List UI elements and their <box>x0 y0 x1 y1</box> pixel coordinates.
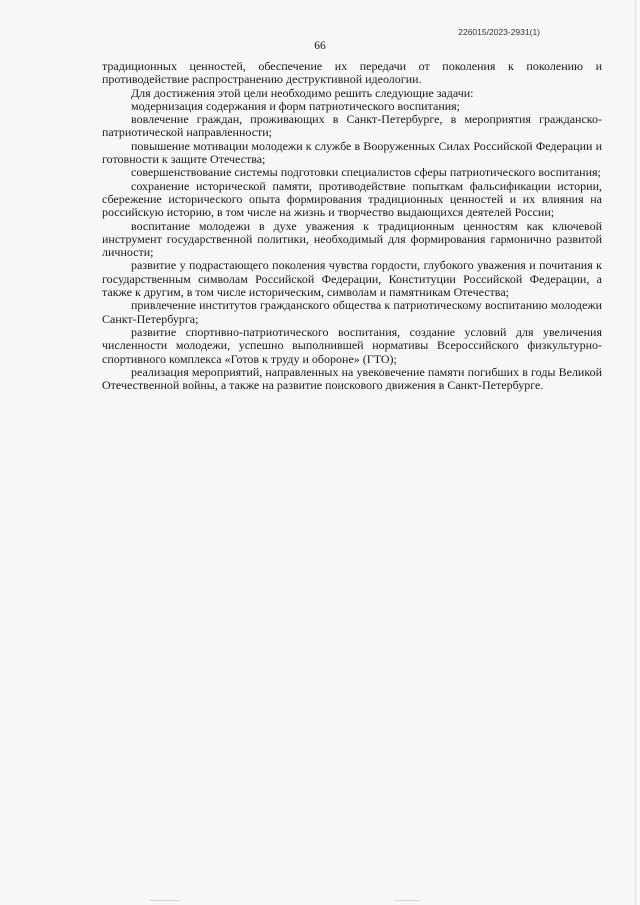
paragraph: повышение мотивации молодежи к службе в Вооруженных Силах Российской Федерации и готовности к защите Отечества; <box>102 138 602 167</box>
paragraph: реализация мероприятий, направленных на увековечение памяти погибших в годы Великой Отечественной войны, а также на развитие поискового движения в Санкт-Петербурге. <box>102 364 602 393</box>
document-id: 226015/2023-2931(1) <box>458 27 540 37</box>
paragraph: совершенствование системы подготовки специалистов сферы патриотического воспитания; <box>131 165 601 180</box>
body-text <box>102 60 602 392</box>
paragraph: традиционных ценностей, обеспечение их передачи от поколения к поколению и противодействие распространению деструктивной идеологии. <box>102 59 602 87</box>
paragraph: развитие у подрастающего поколения чувства гордости, глубокого уважения и почитания к государственным символам Российской Федерации, Конституции Российской Федерации, а также к другим, в том числе историческим, символам и памятникам Отечества; <box>102 258 602 300</box>
paragraph: Для достижения этой цели необходимо решить следующие задачи: <box>131 85 474 100</box>
paragraph: вовлечение граждан, проживающих в Санкт-Петербурге, в мероприятия гражданско-патриотической направленности; <box>102 112 602 140</box>
page-number: 66 <box>314 40 326 52</box>
paragraph: сохранение исторической памяти, противодействие попыткам фальсификации истории, сбережение исторического опыта формирования традиционных ценностей и их влияния на российскую историю, в том числе на жизнь и творчество выдающихся деятелей России; <box>102 178 602 220</box>
paragraph: модернизация содержания и форм патриотического воспитания; <box>131 98 461 113</box>
scan-edge-line <box>635 0 636 905</box>
scan-artifact <box>150 900 180 901</box>
scan-artifact <box>395 900 420 901</box>
paragraph: воспитание молодежи в духе уважения к традиционным ценностям как ключевой инструмент государственной политики, необходимый для формирования гармонично развитой личности; <box>102 218 602 260</box>
paragraph: привлечение институтов гражданского общества к патриотическому воспитанию молодежи Санкт-Петербурга; <box>102 298 602 326</box>
paragraph: развитие спортивно-патриотического воспитания, создание условий для увеличения численности молодежи, успешно выполнившей нормативы Всероссийского физкультурно-спортивного комплекса «Готов к труду и обороне» (ГТО); <box>102 324 602 366</box>
